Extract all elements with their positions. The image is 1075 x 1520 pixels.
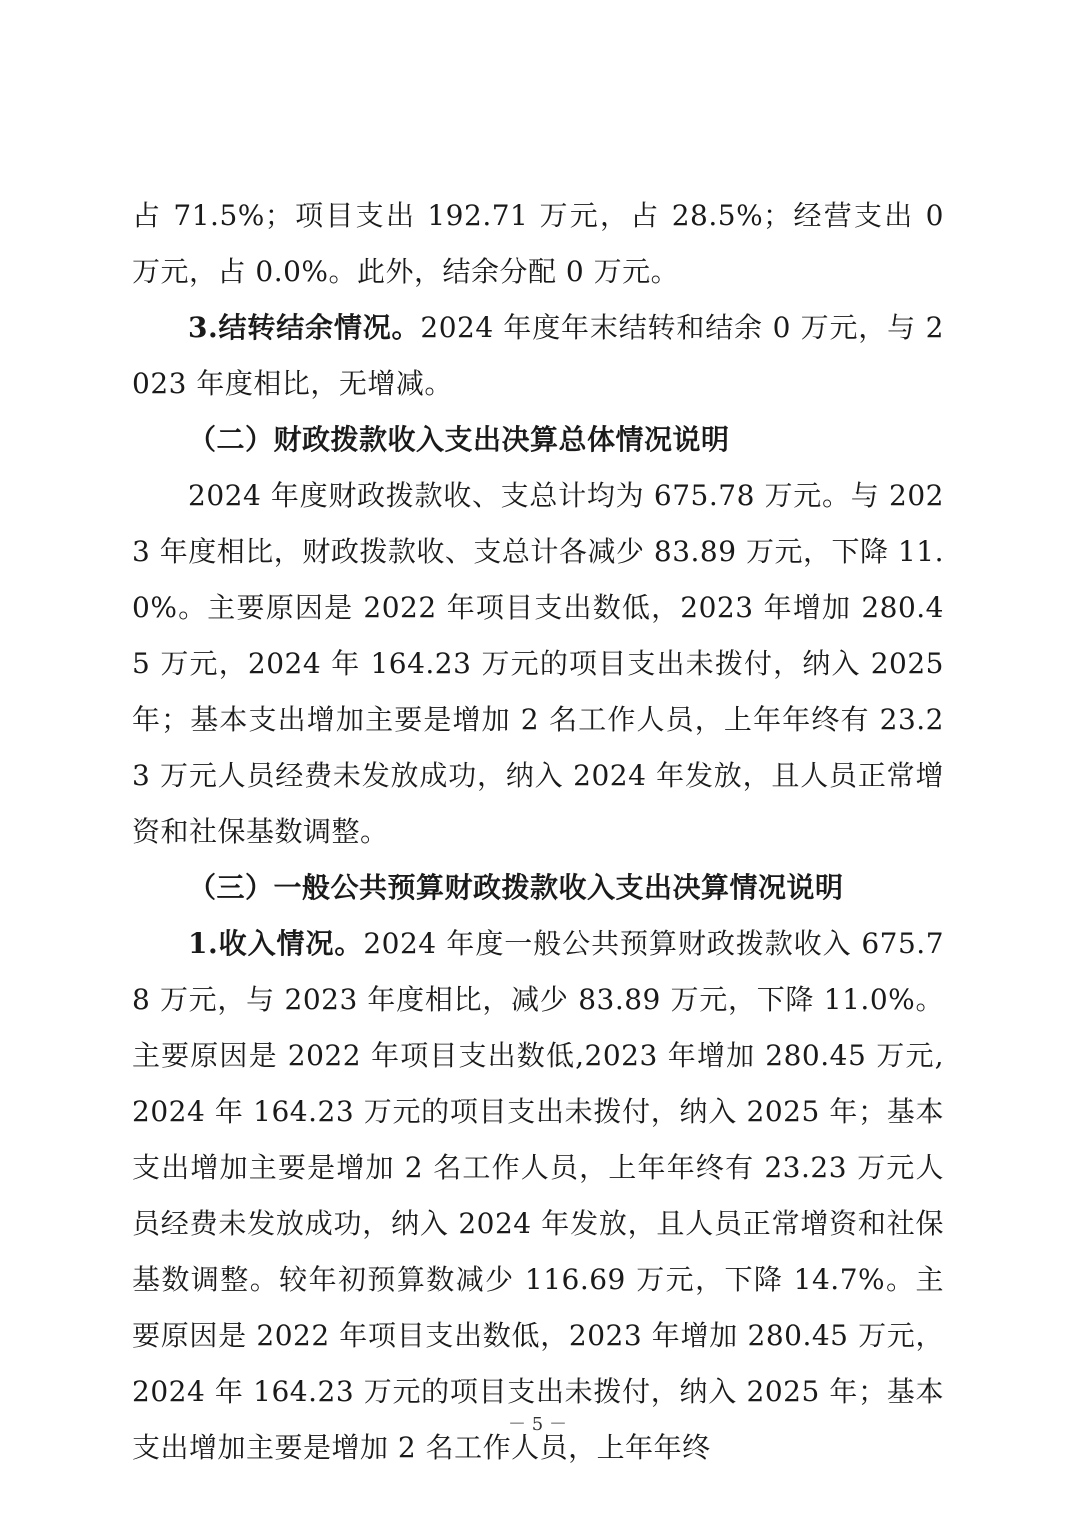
paragraph-income	[132, 916, 944, 1476]
paragraph-text: 占 71.5%；项目支出 192.71 万元，占 28.5%；经营支出 0 万元，占 0.0%。此外，结余分配 0 万元。	[132, 199, 944, 288]
paragraph-text: 2024 年度年末结转和结余 0 万元，与 2023 年度相比，无增减。	[132, 311, 945, 400]
document-body	[132, 188, 944, 1476]
paragraph-text: 2024 年度一般公共预算财政拨款收入 675.78 万元，与 2023 年度相比，减少 83.89 万元，下降 11.0%。主要原因是 2022 年项目支出数低,2023 年增加 280.45 万元,2024 年 164.23 万元的项目支出未拨付，纳入 2025 年；基本支出增加主要是增加 2 名工作人员，上年年终有 23.23 万元人员经费未发放成功，纳入 2024 年发放，且人员正常增资和社保基数调整。较年初预算数减少 116.69 万元，下降 14.7%。主要原因是 2022 年项目支出数低，2023 年增加 280.45 万元，2024 年 164.23 万元的项目支出未拨付，纳入 2025 年；基本支出增加主要是增加 2 名工作人员，上年年终	[132, 927, 945, 1464]
section-heading-3: （三）一般公共预算财政拨款收入支出决算情况说明	[188, 871, 844, 904]
paragraph-lead: 1.收入情况。	[188, 927, 364, 960]
paragraph-text: 2024 年度财政拨款收、支总计均为 675.78 万元。与 2023 年度相比，财政拨款收、支总计各减少 83.89 万元，下降 11.0%。主要原因是 2022 年项目支出数低，2023 年增加 280.45 万元，2024 年 164.23 万元的项目支出未拨付，纳入 2025 年；基本支出增加主要是增加 2 名工作人员，上年年终有 23.23 万元人员经费未发放成功，纳入 2024 年发放，且人员正常增资和社保基数调整。	[132, 479, 944, 848]
paragraph-lead: 3.结转结余情况。	[188, 311, 421, 344]
paragraph-fiscal-overview	[132, 468, 944, 860]
paragraph-carryover	[132, 300, 944, 412]
paragraph-expenditure-share	[132, 188, 944, 300]
section-heading-2: （二）财政拨款收入支出决算总体情况说明	[188, 423, 730, 456]
page-number: － 5 －	[508, 1414, 567, 1435]
